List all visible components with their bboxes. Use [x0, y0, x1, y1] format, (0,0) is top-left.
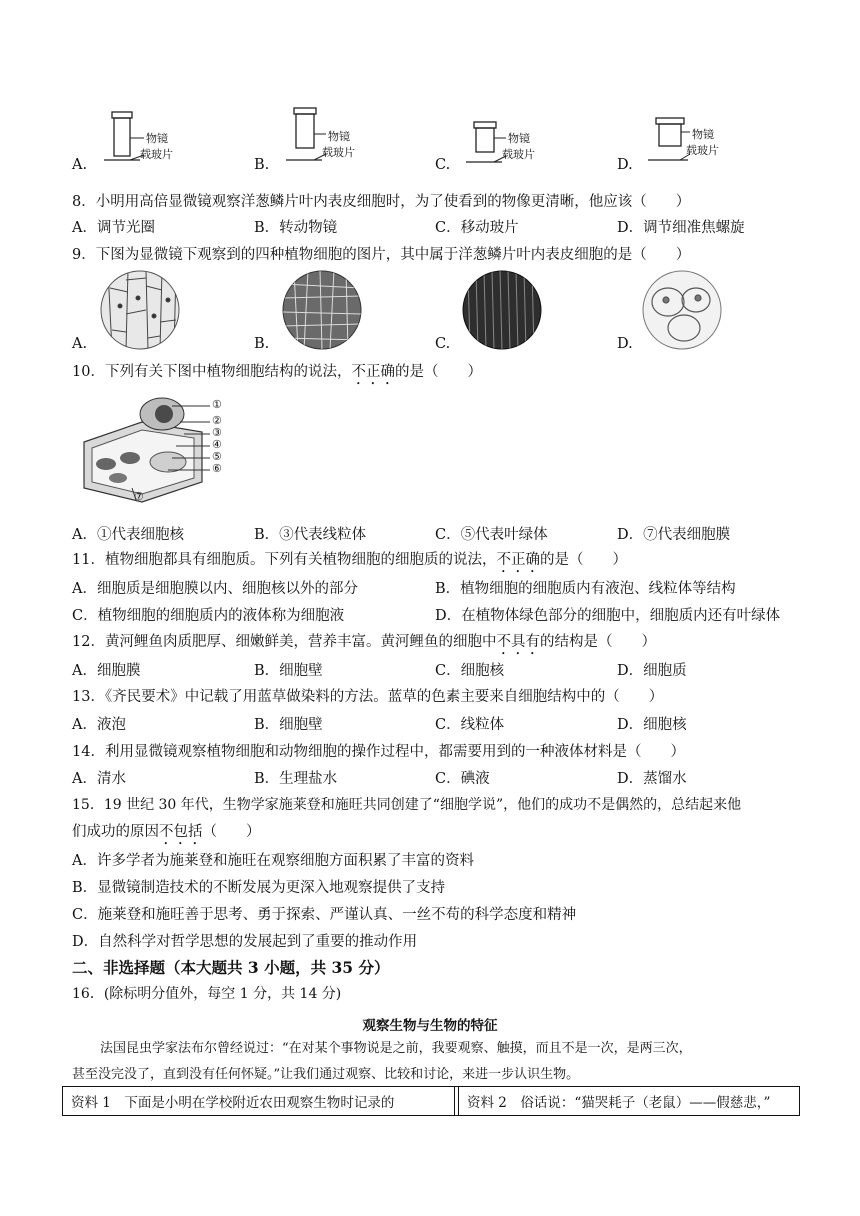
passage-line-2: 甚至没完没了，直到没有任何怀疑。”让我们通过观察、比较和讨论，来进一步认识生物。 [72, 1067, 580, 1082]
q15-option-a: A．许多学者为施莱登和施旺在观察细胞方面积累了丰富的资料 [72, 853, 474, 869]
q10-label-5: ⑤ [212, 450, 222, 463]
q11-option-c: C．植物细胞的细胞质内的液体称为细胞液 [72, 608, 345, 624]
q12-option-d: D．细胞质 [617, 663, 687, 679]
section-two-heading: 二、非选择题（本大题共 3 小题，共 35 分） [72, 958, 390, 977]
q10-label-4: ④ [212, 438, 222, 451]
q9-stem: 9．下图为显微镜下观察到的四种植物细胞的图片，其中属于洋葱鳞片叶内表皮细胞的是（ ） [72, 247, 691, 263]
q7-option-c-letter: C. [435, 157, 451, 173]
q10-label-3: ③ [212, 426, 222, 439]
q10-option-c: C．⑤代表叶绿体 [435, 527, 548, 543]
q10-stem: 10．下列有关下图中植物细胞结构的说法，不正确的是（ ） [72, 364, 482, 380]
q13-option-c: C．线粒体 [435, 717, 505, 733]
material-2-cell: 资料 2 俗话说：“猫哭耗子（老鼠）——假慈悲，” [458, 1087, 799, 1115]
q10-option-a: A．①代表细胞核 [72, 527, 184, 543]
passage-line-1: 法国昆虫学家法布尔曾经说过：“在对某个事物说是之前，我要观察、触摸，而且不是一次，是两三次， [100, 1041, 692, 1056]
passage-title: 观察生物与生物的特征 [362, 1018, 498, 1034]
q12-emphasis: 不具有 [496, 634, 540, 650]
q9-option-d-letter: D. [617, 336, 633, 352]
q14-stem: 14．利用显微镜观察植物细胞和动物细胞的操作过程中，都需要用到的一种液体材料是（ ） [72, 744, 685, 760]
q10-option-b: B．③代表线粒体 [254, 527, 367, 543]
q10-option-d: D．⑦代表细胞膜 [617, 527, 731, 543]
q12-option-c: C．细胞核 [435, 663, 505, 679]
q14-option-a: A．清水 [72, 771, 126, 787]
q9-option-c-letter: C. [435, 336, 451, 352]
q8-option-a: A．调节光圈 [72, 220, 155, 236]
q10-plant-cell-diagram [72, 392, 232, 510]
q7-d-lens-label: 物镜 [692, 128, 714, 141]
q10-label-1: ① [212, 398, 222, 411]
q7-a-slide-label: 载玻片 [140, 148, 173, 161]
q9-cell-image-c [462, 270, 542, 350]
q12-option-b: B．细胞壁 [254, 663, 323, 679]
q15-stem-line2: 们成功的原因不包括（ ） [72, 824, 261, 840]
q15-stem-line1: 15．19 世纪 30 年代，生物学家施莱登和施旺共同创建了“细胞学说”，他们的成功不是偶然的，总结起来他 [72, 797, 742, 813]
q7-c-lens-label: 物镜 [508, 132, 530, 145]
q7-option-a-letter: A. [72, 157, 88, 173]
q11-option-a: A．细胞质是细胞膜以内、细胞核以外的部分 [72, 581, 358, 597]
materials-table [62, 1086, 800, 1116]
q8-option-c: C．移动玻片 [435, 220, 519, 236]
q9-cell-image-d [642, 270, 722, 350]
q7-d-slide-label: 载玻片 [686, 144, 719, 157]
q13-option-b: B．细胞壁 [254, 717, 323, 733]
q9-cell-image-b [282, 270, 362, 350]
q7-b-lens-label: 物镜 [328, 130, 350, 143]
q14-option-b: B．生理盐水 [254, 771, 338, 787]
q13-option-d: D．细胞核 [617, 717, 687, 733]
q11-stem: 11．植物细胞都具有细胞质。下列有关植物细胞的细胞质的说法，不正确的是（ ） [72, 552, 627, 568]
q13-option-a: A．液泡 [72, 717, 126, 733]
q12-option-a: A．细胞膜 [72, 663, 141, 679]
q7-option-c-diagram [466, 118, 546, 170]
q13-stem: 13．《齐民要术》中记载了用蓝草做染料的方法。蓝草的色素主要来自细胞结构中的（ ） [72, 689, 664, 705]
q14-option-d: D．蒸馏水 [617, 771, 687, 787]
q15-option-b: B．显微镜制造技术的不断发展为更深入地观察提供了支持 [72, 880, 446, 896]
q11-option-b: B．植物细胞的细胞质内有液泡、线粒体等结构 [435, 581, 736, 597]
q7-option-d-letter: D. [617, 157, 633, 173]
q7-option-d-diagram [648, 114, 728, 168]
q15-option-c: C．施莱登和施旺善于思考、勇于探索、严谨认真、一丝不苟的科学态度和精神 [72, 907, 577, 923]
q7-c-slide-label: 载玻片 [502, 148, 535, 161]
q12-stem: 12．黄河鲤鱼肉质肥厚、细嫩鲜美，营养丰富。黄河鲤鱼的细胞中不具有的结构是（ ） [72, 634, 656, 650]
q11-emphasis: 不正确 [496, 552, 540, 568]
q14-option-c: C．碘液 [435, 771, 490, 787]
q8-stem: 8．小明用高倍显微镜观察洋葱鳞片叶内表皮细胞时，为了使看到的物像更清晰，他应该（ ） [72, 194, 691, 210]
q11-option-d: D．在植物体绿色部分的细胞中，细胞质内还有叶绿体 [435, 608, 781, 624]
q10-label-7: ⑦ [134, 490, 144, 503]
q9-option-b-letter: B. [254, 336, 270, 352]
q8-option-d: D．调节细准焦螺旋 [617, 220, 745, 236]
material-1-cell: 资料 1 下面是小明在学校附近农田观察生物时记录的 [63, 1087, 455, 1115]
q10-emphasis: 不正确 [351, 364, 395, 380]
q9-cell-image-a [100, 270, 180, 350]
q8-option-b: B．转动物镜 [254, 220, 338, 236]
q9-option-a-letter: A. [72, 336, 88, 352]
q16-stem: 16．(除标明分值外，每空 1 分，共 14 分) [72, 986, 342, 1002]
q7-a-lens-label: 物镜 [146, 132, 168, 145]
q7-b-slide-label: 载玻片 [322, 146, 355, 159]
q10-label-6: ⑥ [212, 462, 222, 475]
q7-option-b-letter: B. [254, 157, 270, 173]
q10-label-2: ② [212, 414, 222, 427]
q15-option-d: D．自然科学对哲学思想的发展起到了重要的推动作用 [72, 934, 418, 950]
q15-emphasis: 不包括 [159, 824, 203, 840]
